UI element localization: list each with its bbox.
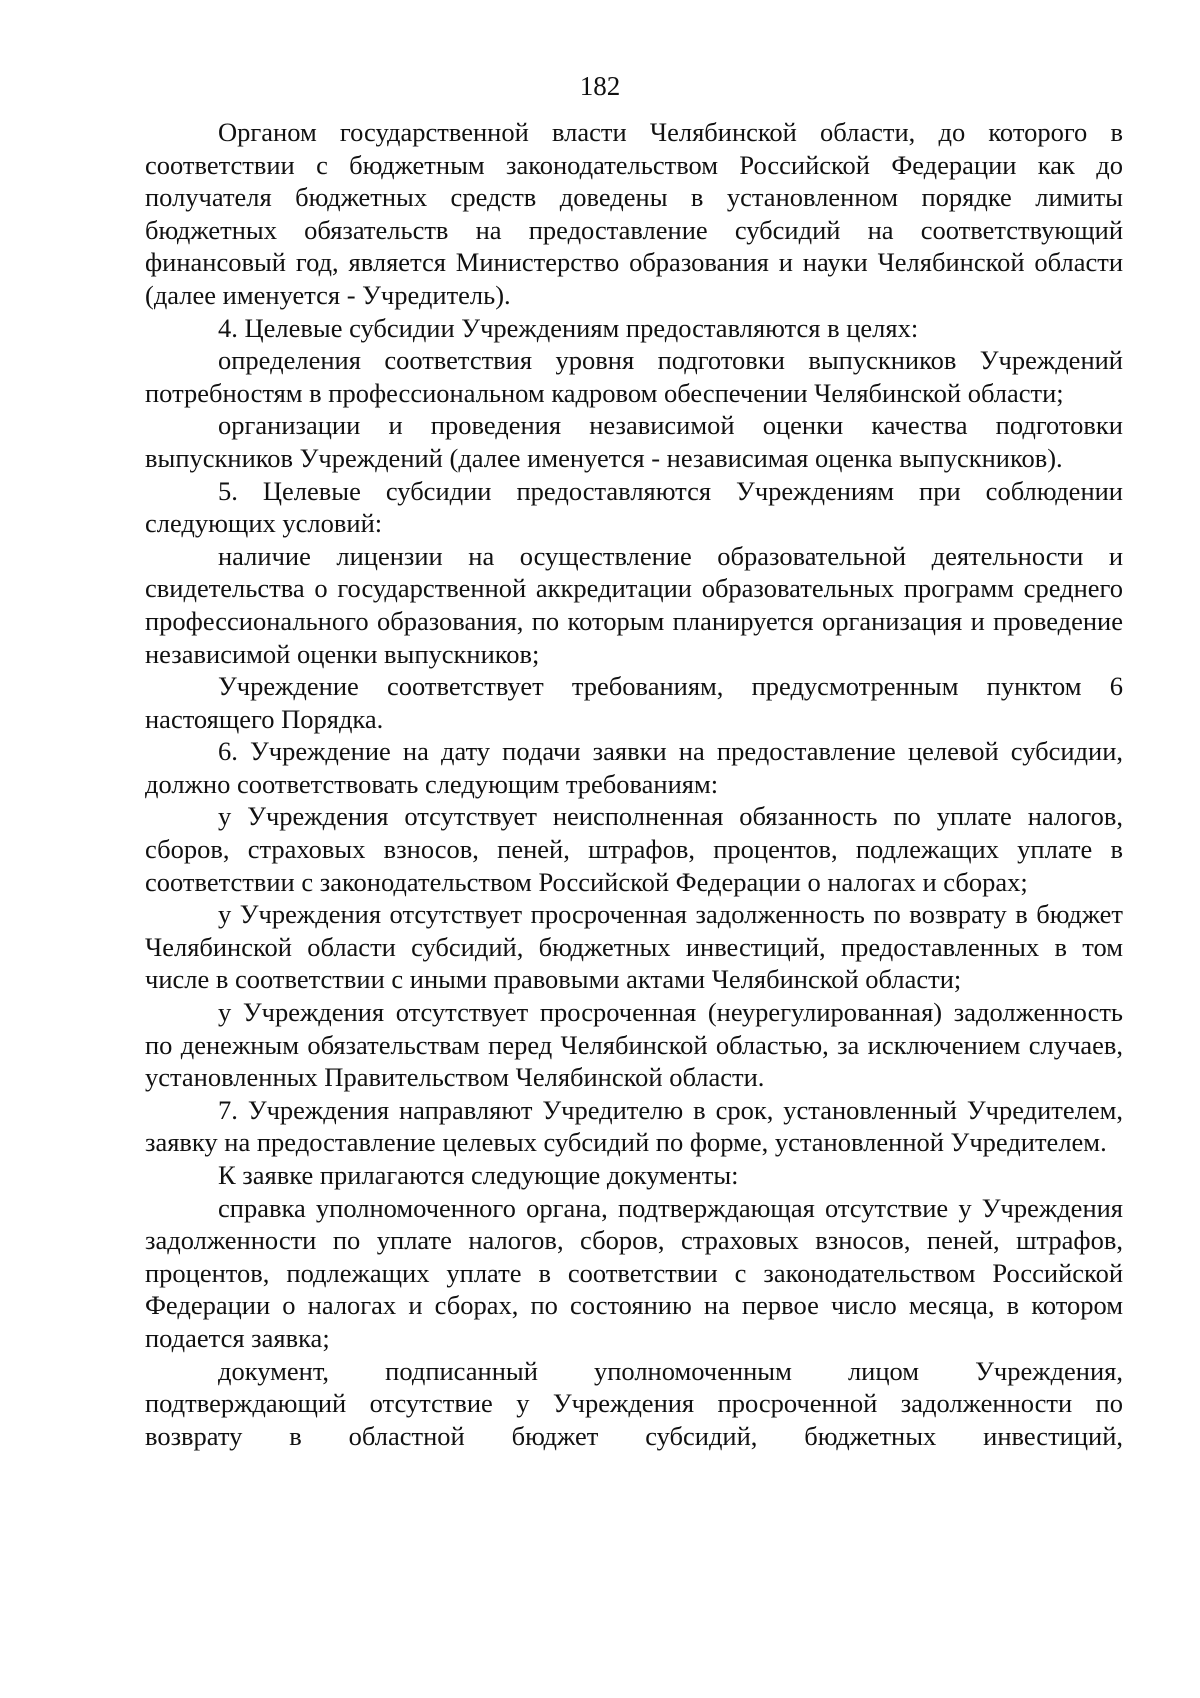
paragraph: 7. Учреждения направляют Учредителю в срок, установленный Учредителем, заявку на предоставление целевых субсидий по форме, установленной Учредителем. <box>145 1094 1123 1158</box>
paragraph: у Учреждения отсутствует просроченная задолженность по возврату в бюджет Челябинской области субсидий, бюджетных инвестиций, предоставленных в том числе в соответствии с иными правовыми актами Челябинской области; <box>145 899 1123 995</box>
paragraph: 4. Целевые субсидии Учреждениям предоставляются в целях: <box>218 312 919 343</box>
paragraph: организации и проведения независимой оценки качества подготовки выпускников Учреждений (далее именуется - независимая оценка выпускников). <box>145 410 1123 473</box>
paragraph: документ, подписанный уполномоченным лицом Учреждения, подтверждающий отсутствие у Учреждения просроченной задолженности по возврату в областной бюджет субсидий, бюджетных инвестиций, <box>145 1355 1123 1451</box>
paragraph: справка уполномоченного органа, подтверждающая отсутствие у Учреждения задолженности по уплате налогов, сборов, страховых взносов, пеней, штрафов, процентов, подлежащих уплате в соответствии с законодательством Российской Федерации о налогах и сборах, по состоянию на первое число месяца, в котором подается заявка; <box>145 1192 1123 1353</box>
paragraph: 6. Учреждение на дату подачи заявки на предоставление целевой субсидии, должно соответствовать следующим требованиям: <box>145 736 1123 799</box>
paragraph: К заявке прилагаются следующие документы: <box>218 1160 739 1190</box>
paragraph: Учреждение соответствует требованиям, предусмотренным пунктом 6 настоящего Порядка. <box>145 671 1123 734</box>
paragraph: наличие лицензии на осуществление образовательной деятельности и свидетельства о государственной аккредитации образовательных программ среднего профессионального образования, по которым планируется организация и проведение независимой оценки выпускников; <box>145 540 1123 669</box>
document-body <box>145 116 1123 1452</box>
paragraph: у Учреждения отсутствует неисполненная обязанность по уплате налогов, сборов, страховых взносов, пеней, штрафов, процентов, подлежащих уплате в соответствии с законодательством Российской Федерации о налогах и сборах; <box>145 801 1123 897</box>
paragraph: определения соответствия уровня подготовки выпускников Учреждений потребностям в профессиональном кадровом обеспечении Челябинской области; <box>145 345 1123 408</box>
page-number: 182 <box>579 71 621 101</box>
paragraph: Органом государственной власти Челябинской области, до которого в соответствии с бюджетным законодательством Российской Федерации как до получателя бюджетных средств доведены в установленном порядке лимиты бюджетных обязательств на предоставление субсидий на соответствующий финансовый год, является Министерство образования и науки Челябинской области (далее именуется - Учредитель). <box>145 117 1123 310</box>
paragraph: 5. Целевые субсидии предоставляются Учреждениям при соблюдении следующих условий: <box>145 475 1123 539</box>
paragraph: у Учреждения отсутствует просроченная (неурегулированная) задолженность по денежным обязательствам перед Челябинской областью, за исключением случаев, установленных Правительством Челябинской области. <box>145 997 1123 1093</box>
